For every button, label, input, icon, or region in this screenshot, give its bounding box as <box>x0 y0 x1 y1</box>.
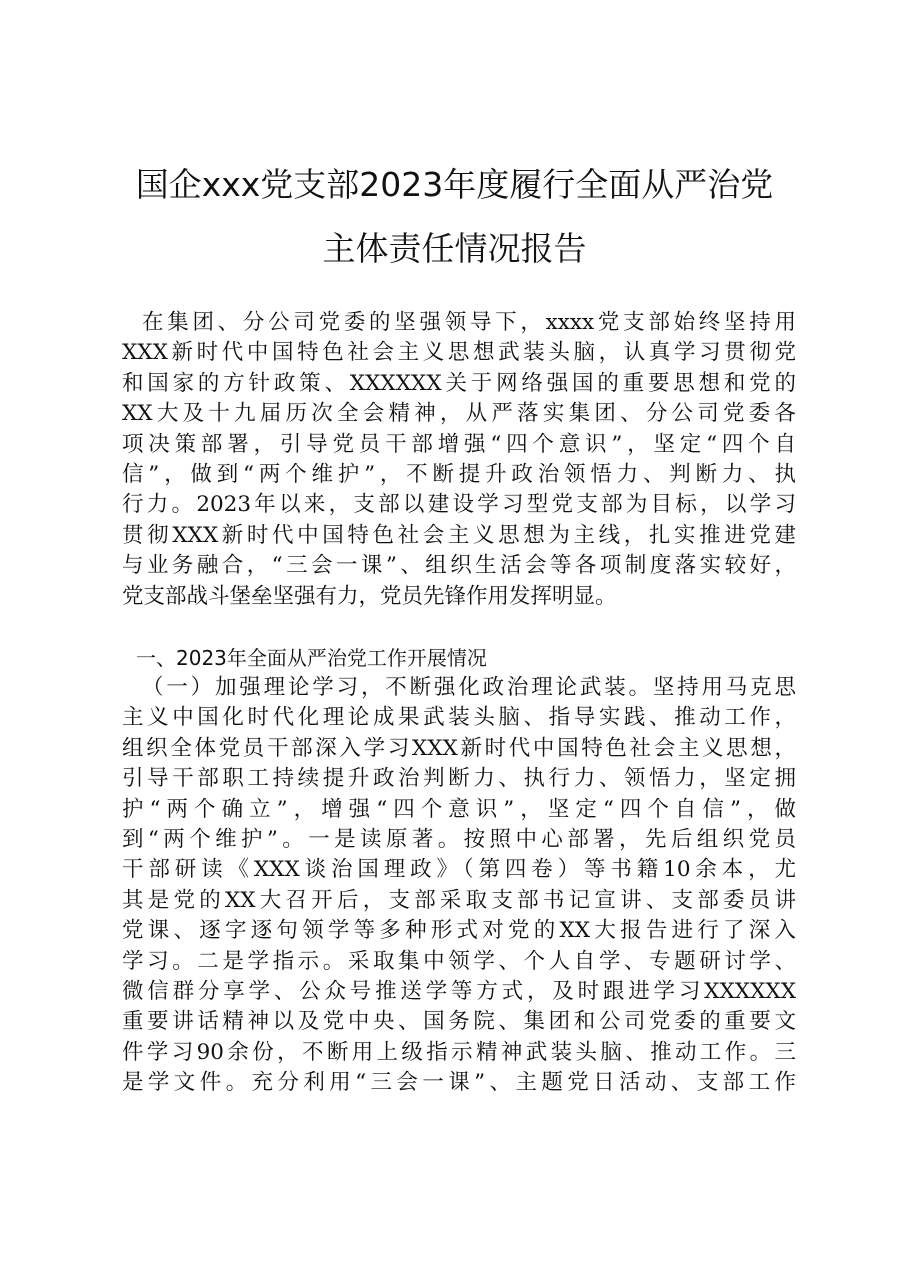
intro-line: 党支部战斗堡垒坚强有力，党员先锋作用发挥明显。 <box>122 583 617 609</box>
section-line: 主义中国化时代化理论成果武装头脑、指导实践、推动工作， <box>122 705 796 731</box>
section-paragraph <box>122 673 796 1098</box>
document-title-line-1: 国企xxx党支部2023年度履行全面从严治党 <box>135 165 774 204</box>
document-title-line-2: 主体责任情况报告 <box>322 229 587 268</box>
intro-line: 和国家的方针政策、XXXXXX关于网络强国的重要思想和党的 <box>122 370 796 396</box>
intro-line: XXX新时代中国特色社会主义思想武装头脑，认真学习贯彻党 <box>122 340 796 366</box>
intro-line: 项决策部署，引导党员干部增强“四个意识”，坚定“四个自 <box>122 431 796 457</box>
section-line: 护“两个确立”，增强“四个意识”，坚定“四个自信”，做 <box>122 796 796 822</box>
section-line: 是学文件。充分利用“三会一课”、主题党日活动、支部工作 <box>122 1070 796 1096</box>
intro-line: XX大及十九届历次全会精神，从严落实集团、分公司党委各 <box>122 401 796 427</box>
section-line: 学习。二是学指示。采取集中领学、个人自学、专题研讨学、 <box>122 948 796 974</box>
section-line: 其是党的XX大召开后，支部采取支部书记宣讲、支部委员讲 <box>122 887 796 913</box>
section-line: 引导干部职工持续提升政治判断力、执行力、领悟力，坚定拥 <box>122 766 796 792</box>
intro-line: 贯彻XXX新时代中国特色社会主义思想为主线，扎实推进党建 <box>122 522 796 548</box>
intro-line: 行力。2023年以来，支部以建设学习型党支部为目标，以学习 <box>122 492 796 518</box>
intro-line: 在集团、分公司党委的坚强领导下，xxxx党支部始终坚持用 <box>142 310 796 335</box>
section-line: 微信群分享学、公众号推送学等方式，及时跟进学习XXXXXX <box>122 978 796 1004</box>
intro-paragraph <box>122 308 796 612</box>
section-line: （一）加强理论学习，不断强化政治理论武装。坚持用马克思 <box>142 675 796 700</box>
section-line: 件学习90余份，不断用上级指示精神武装头脑、推动工作。三 <box>122 1039 796 1065</box>
section-line: 重要讲话精神以及党中央、国务院、集团和公司党委的重要文 <box>122 1009 796 1035</box>
section-line: 党课、逐字逐句领学等多种形式对党的XX大报告进行了深入 <box>122 918 796 944</box>
section-line: 到“两个维护”。一是读原著。按照中心部署，先后组织党员 <box>122 826 796 852</box>
section-line: 组织全体党员干部深入学习XXX新时代中国特色社会主义思想， <box>122 735 796 761</box>
intro-line: 信”，做到“两个维护”，不断提升政治领悟力、判断力、执 <box>122 461 796 487</box>
section-heading: 一、2023年全面从严治党工作开展情况 <box>136 646 487 670</box>
intro-line: 与业务融合，“三会一课”、组织生活会等各项制度落实较好， <box>122 553 796 579</box>
section-line: 干部研读《XXX谈治国理政》（第四卷）等书籍10余本，尤 <box>122 857 796 883</box>
